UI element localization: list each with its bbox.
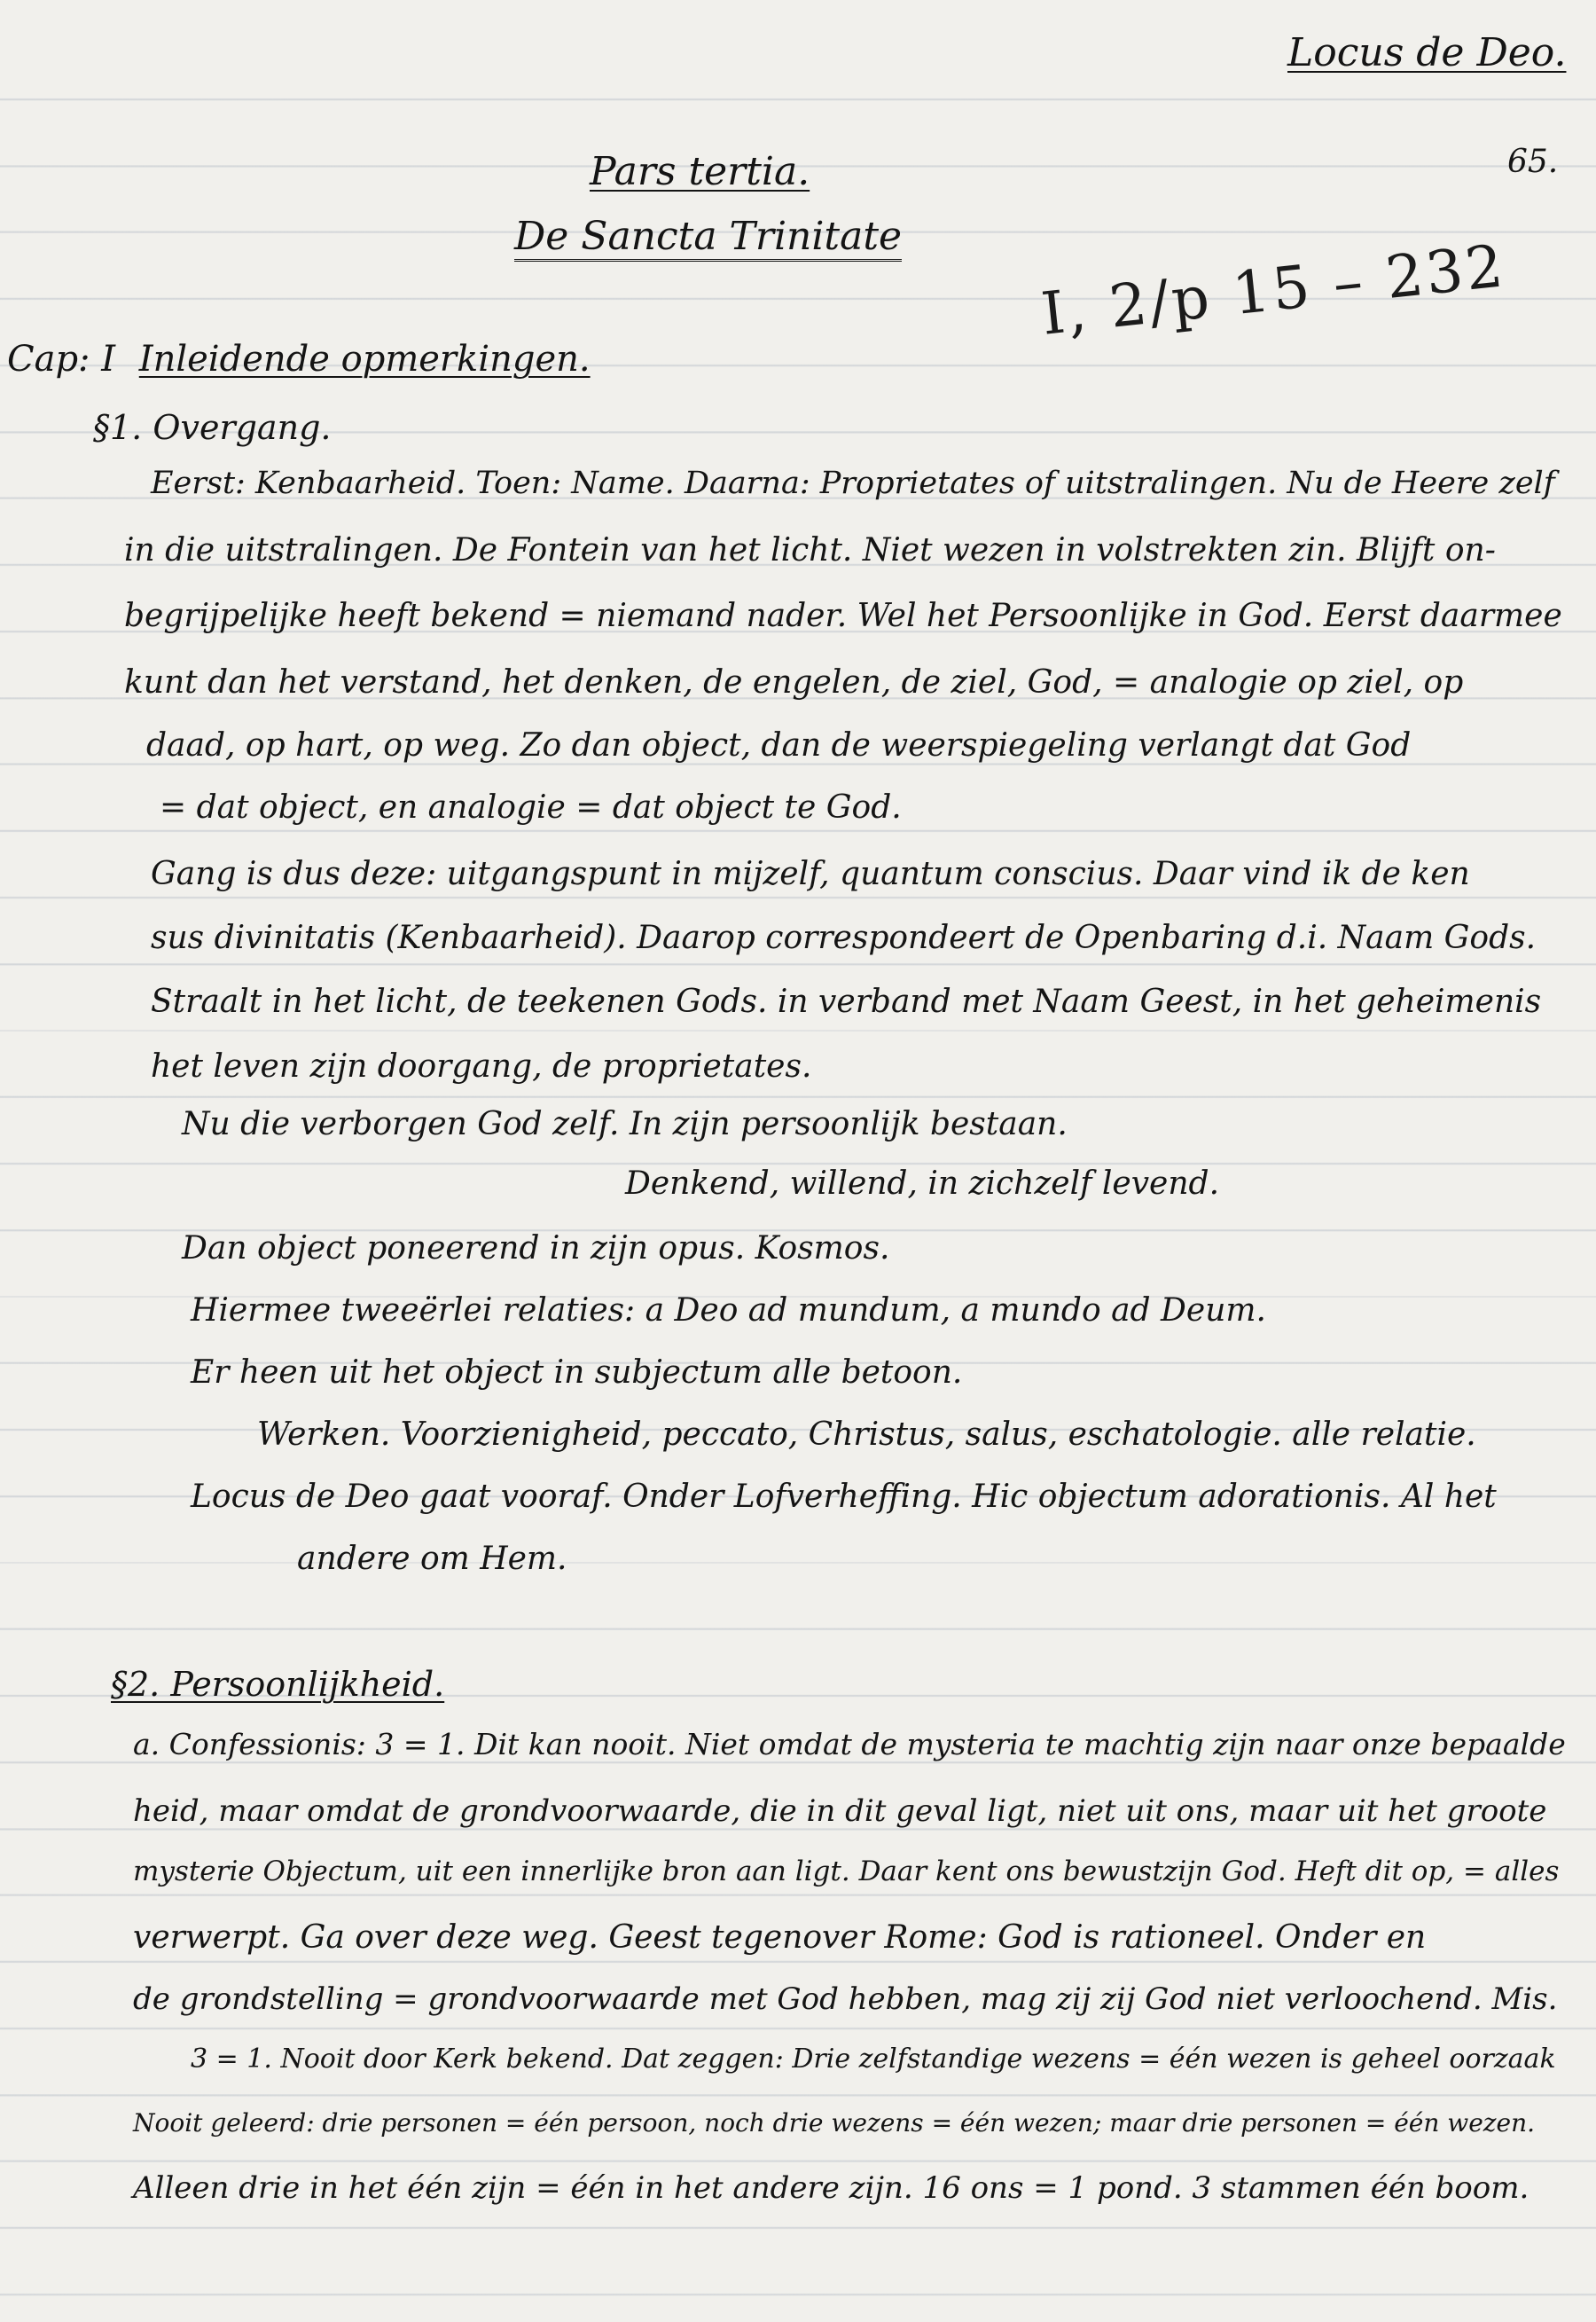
section-1-line: begrijpelijke heeft bekend = niemand nader. Wel het Persoonlijke in God. Eerst daarmee [124, 598, 1562, 634]
page-number: 65. [1507, 144, 1559, 180]
section-1-line: Straalt in het licht, de teekenen Gods. in verband met Naam Geest, in het geheimenis [151, 984, 1542, 1020]
section-2-line: de grondstelling = grondvoorwaarde met God hebben, mag zij zij God niet verloochend. Mis. [133, 1981, 1558, 2017]
part-subtitle: De Sancta Trinitate [514, 217, 902, 262]
section-1-line: Eerst: Kenbaarheid. Toen: Name. Daarna: Proprietates of uitstralingen. Nu de Heere zelf [151, 466, 1555, 501]
part-title: Pars tertia. [590, 149, 810, 194]
reference-note: I, 2/p 15 – 232 [1037, 231, 1509, 349]
section-1-line: in die uitstralingen. De Fontein van het licht. Niet wezen in volstrekten zin. Blijft on- [124, 532, 1496, 569]
section-1-line: Nu die verborgen God zelf. In zijn persoonlijk bestaan. [182, 1106, 1068, 1142]
section-2-heading-text: §2. Persoonlijkheid. [111, 1665, 445, 1704]
section-1-line: daad, op hart, op weg. Zo dan object, dan de weerspiegeling verlangt dat God [146, 727, 1412, 764]
section-2-heading [111, 1665, 445, 1704]
section-1-line: het leven zijn doorgang, de proprietates. [151, 1048, 812, 1085]
section-1-line: kunt dan het verstand, het denken, de engelen, de ziel, God, = analogie op ziel, op [124, 664, 1464, 701]
chapter-heading [7, 339, 591, 380]
section-1-line: = dat object, en analogie = dat object te God. [160, 789, 902, 826]
section-1-line: Locus de Deo gaat vooraf. Onder Lofverheffing. Hic objectum adorationis. Al het [191, 1479, 1497, 1515]
section-1-line: Denkend, willend, in zichzelf levend. [625, 1165, 1220, 1202]
section-2-line: verwerpt. Ga over deze weg. Geest tegenover Rome: God is rationeel. Onder en [133, 1919, 1427, 1956]
section-1-line: Hiermee tweeërlei relaties: a Deo ad mundum, a mundo ad Deum. [191, 1292, 1266, 1329]
section-2-line: Nooit geleerd: drie personen = één persoon, noch drie wezens = één wezen; maar drie personen = één wezen. [133, 2108, 1536, 2138]
section-1-line: Gang is dus deze: uitgangspunt in mijzelf, quantum conscius. Daar vind ik de ken [151, 856, 1470, 892]
section-2-line: a. Confessionis: 3 = 1. Dit kan nooit. Niet omdat de mysteria te machtig zijn naar onze bepaalde [133, 1727, 1566, 1761]
section-2-line: heid, maar omdat de grondvoorwaarde, die in dit geval ligt, niet uit ons, maar uit het groote [133, 1793, 1547, 1829]
section-1-line: Er heen uit het object in subjectum alle betoon. [191, 1354, 963, 1391]
section-2-line: mysterie Objectum, uit een innerlijke bron aan ligt. Daar kent ons bewustzijn God. Heft dit op, = alles [133, 1855, 1560, 1887]
corner-label: Locus de Deo. [1287, 30, 1567, 75]
section-1-line: Dan object poneerend in zijn opus. Kosmos. [182, 1230, 890, 1267]
section-1-heading [93, 408, 332, 447]
chapter-label: Cap: I [7, 339, 116, 380]
section-2-line: Alleen drie in het één zijn = één in het andere zijn. 16 ons = 1 pond. 3 stammen één boom. [133, 2170, 1530, 2206]
chapter-title: Inleidende opmerkingen. [138, 339, 591, 380]
section-1-line: Werken. Voorzienigheid, peccato, Christus, salus, eschatologie. alle relatie. [257, 1416, 1476, 1453]
section-1-line: sus divinitatis (Kenbaarheid). Daarop correspondeert de Openbaring d.i. Naam Gods. [151, 920, 1537, 956]
section-1-line: andere om Hem. [297, 1541, 567, 1577]
section-2-line: 3 = 1. Nooit door Kerk bekend. Dat zeggen: Drie zelfstandige wezens = één wezen is geheel oorzaak [191, 2044, 1556, 2075]
section-1-heading-text: §1. Overgang. [93, 408, 332, 447]
